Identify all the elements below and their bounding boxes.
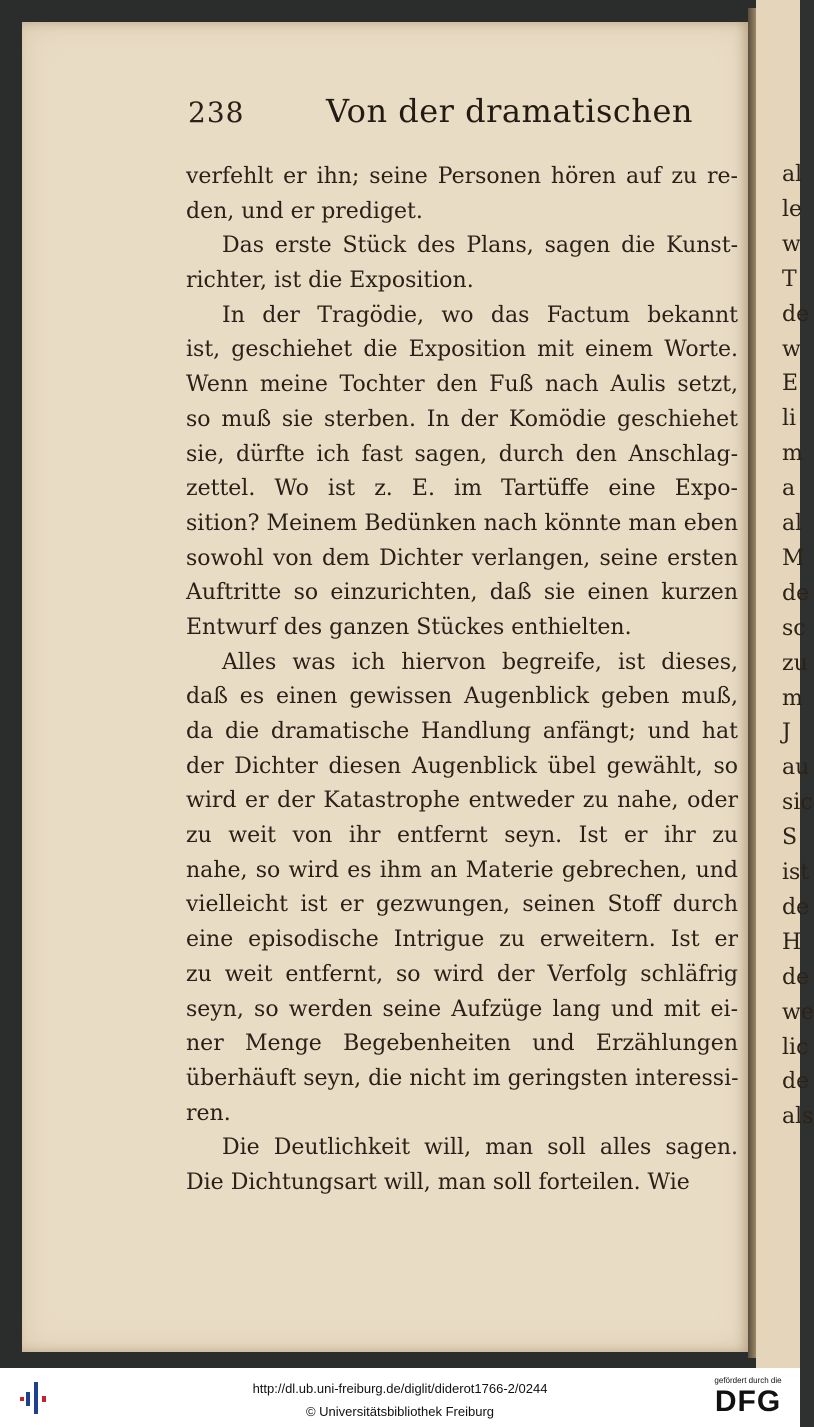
text-line: sowohl von dem Dichter verlangen, seine ersten bbox=[186, 545, 738, 571]
facing-page-text-fragment: de bbox=[782, 964, 810, 990]
facing-page-text-fragment: ist bbox=[782, 860, 810, 885]
text-line: Die Deutlichkeit will, man soll alles sagen. bbox=[222, 1135, 738, 1161]
text-line: sie, dürfte ich fast sagen, durch den Anschlag- bbox=[186, 441, 738, 467]
facing-page-text-fragment: J bbox=[782, 720, 791, 746]
text-line: ren. bbox=[186, 1100, 231, 1126]
facing-page-text-fragment: w bbox=[782, 336, 801, 362]
facing-page-text-fragment: de bbox=[782, 894, 810, 920]
text-line: zettel. Wo ist z. E. im Tartüffe eine Expo- bbox=[186, 476, 738, 502]
text-line: Entwurf des ganzen Stückes enthielten. bbox=[186, 614, 632, 640]
page-body-text bbox=[186, 160, 738, 1201]
text-line: überhäuft seyn, die nicht im geringsten interessi- bbox=[186, 1065, 739, 1091]
text-line: den, und er prediget. bbox=[186, 198, 423, 224]
text-line: verfehlt er ihn; seine Personen hören auf zu re- bbox=[186, 164, 738, 189]
text-line: Die Dichtungsart will, man soll forteilen. Wie bbox=[186, 1169, 690, 1195]
facing-page-text-fragment: T bbox=[782, 266, 797, 292]
facing-page-text-fragment: de bbox=[782, 301, 810, 327]
text-line: richter, ist die Exposition. bbox=[186, 268, 474, 294]
facing-page-text-fragment: H bbox=[782, 929, 802, 955]
facing-page-text-fragment: al bbox=[782, 162, 803, 187]
text-line: sition? Meinem Bedünken nach könnte man eben bbox=[186, 510, 738, 536]
facing-page-text-fragment: S bbox=[782, 825, 798, 851]
text-line: da die dramatische Handlung anfängt; und hat bbox=[186, 719, 738, 744]
text-line: eine episodische Intrigue zu erweitern. Ist er bbox=[186, 927, 738, 953]
text-line: zu weit entfernt, so wird der Verfolg schläfrig bbox=[186, 961, 738, 987]
dfg-logo-icon: DFG bbox=[714, 1385, 782, 1418]
text-line: Alles was ich hiervon begreife, ist dieses, bbox=[222, 649, 738, 675]
facing-page-text-fragment: al bbox=[782, 511, 803, 536]
facing-page-text-fragment: de bbox=[782, 580, 810, 606]
running-title: Von der dramatischen bbox=[326, 92, 693, 130]
facing-page-text-fragment: sic bbox=[782, 790, 813, 816]
text-line: wird er der Katastrophe entweder zu nahe, oder bbox=[186, 788, 738, 814]
facing-page-text-fragment: li bbox=[782, 406, 797, 432]
text-line: Das erste Stück des Plans, sagen die Kunst- bbox=[222, 233, 738, 259]
facing-page-text-fragment: we bbox=[782, 999, 814, 1025]
permalink-url[interactable]: http://dl.ub.uni-freiburg.de/diglit/diderot1766-2/0244 bbox=[252, 1381, 548, 1396]
page-number: 238 bbox=[188, 96, 245, 129]
dfg-caption: gefördert durch die bbox=[714, 1376, 782, 1385]
text-line: nahe, so wird es ihm an Materie gebrechen, und bbox=[186, 857, 738, 883]
facing-page-text-fragment: le bbox=[782, 196, 803, 222]
facing-page-text-fragment: zu bbox=[782, 650, 808, 676]
facing-page-text-fragment: als bbox=[782, 1104, 814, 1130]
page-header bbox=[188, 92, 708, 136]
text-line: der Dichter diesen Augenblick übel gewählt, so bbox=[186, 753, 738, 779]
viewer-footer bbox=[0, 1368, 800, 1427]
facing-page-text-fragment: w bbox=[782, 231, 801, 257]
text-line: Auftritte so einzurichten, daß sie einen kurzen bbox=[186, 580, 738, 606]
dfg-funding-badge bbox=[704, 1376, 792, 1418]
text-line: seyn, so werden seine Aufzüge lang und mit ei- bbox=[186, 996, 738, 1022]
text-line: ner Menge Begebenheiten und Erzählungen bbox=[186, 1031, 738, 1057]
text-line: daß es einen gewissen Augenblick geben muß, bbox=[186, 684, 738, 710]
text-line: ist, geschiehet die Exposition mit einem Worte. bbox=[186, 337, 738, 363]
facing-page-text-fragment: de bbox=[782, 1069, 810, 1095]
text-line: Wenn meine Tochter den Fuß nach Aulis setzt, bbox=[186, 372, 738, 398]
facing-page-text-fragment: m bbox=[782, 685, 803, 711]
facing-page-text-fragment: lic bbox=[782, 1034, 809, 1060]
facing-page-text-fragment: m bbox=[782, 441, 803, 467]
text-line: so muß sie sterben. In der Komödie geschiehet bbox=[186, 406, 738, 432]
book-gutter bbox=[748, 8, 756, 1358]
facing-page-text-fragment: sc bbox=[782, 615, 806, 641]
facing-page-text-fragment: E bbox=[782, 371, 799, 397]
facing-page-fragment bbox=[756, 0, 814, 1368]
text-line: zu weit von ihr entfernt seyn. Ist er ihr zu bbox=[186, 823, 738, 849]
facing-page-text-fragment: M bbox=[782, 545, 805, 571]
text-line: In der Tragödie, wo das Factum bekannt bbox=[222, 302, 738, 328]
text-line: vielleicht ist er gezwungen, seinen Stoff durch bbox=[186, 892, 738, 918]
copyright-notice: © Universitätsbibliothek Freiburg bbox=[305, 1404, 495, 1419]
facing-page-text-fragment: au bbox=[782, 755, 810, 781]
facing-page-text-fragment: a bbox=[782, 476, 796, 502]
